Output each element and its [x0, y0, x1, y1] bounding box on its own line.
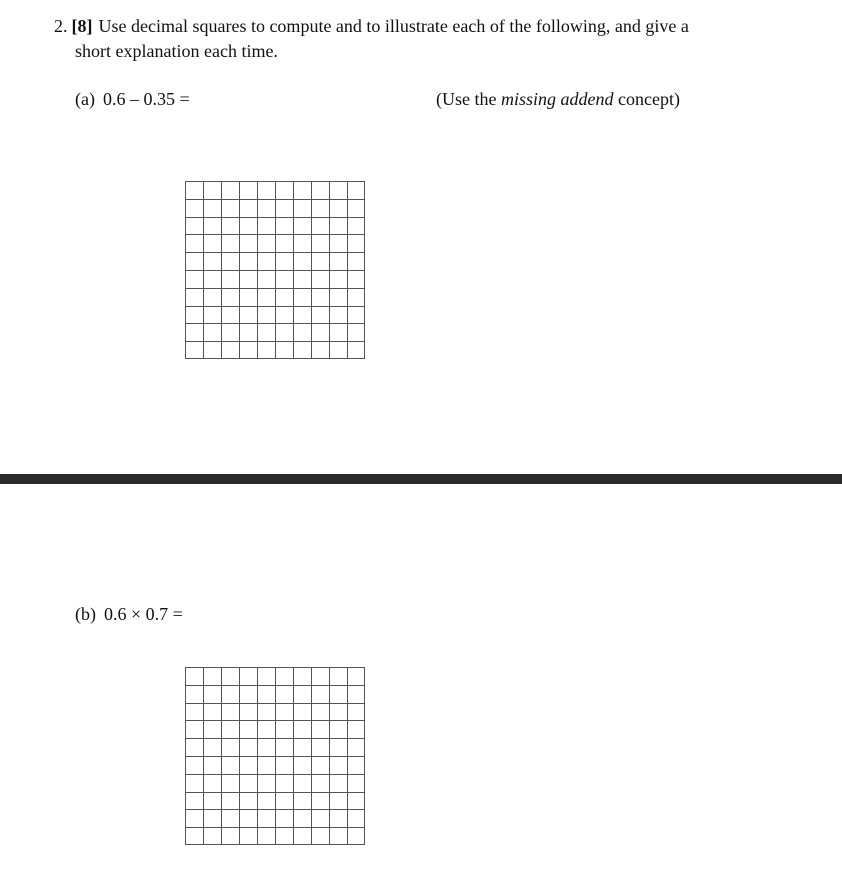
question-line-2: short explanation each time.	[75, 41, 278, 61]
question-points: [8]	[71, 16, 93, 36]
question-text-1: Use decimal squares to compute and to illustrate each of the following, and give a	[98, 16, 689, 36]
hint-prefix: (Use the	[436, 89, 501, 109]
part-a-tag: (a)	[75, 89, 95, 109]
part-b-expression: 0.6 × 0.7 =	[104, 604, 183, 624]
part-a-expression: 0.6 – 0.35 =	[102, 89, 190, 109]
part-a-label	[75, 87, 190, 111]
part-b-tag: (b)	[75, 604, 96, 624]
part-b-label	[75, 602, 183, 626]
part-a-hint	[436, 87, 680, 111]
hint-emphasis: missing addend	[500, 89, 614, 109]
question-line-1	[54, 14, 689, 38]
decimal-square-grid-b[interactable]	[185, 667, 365, 845]
decimal-square-grid-a[interactable]	[185, 181, 365, 359]
question-number: 2.	[54, 16, 68, 36]
page-divider	[0, 474, 842, 484]
hint-suffix: concept)	[613, 89, 680, 109]
